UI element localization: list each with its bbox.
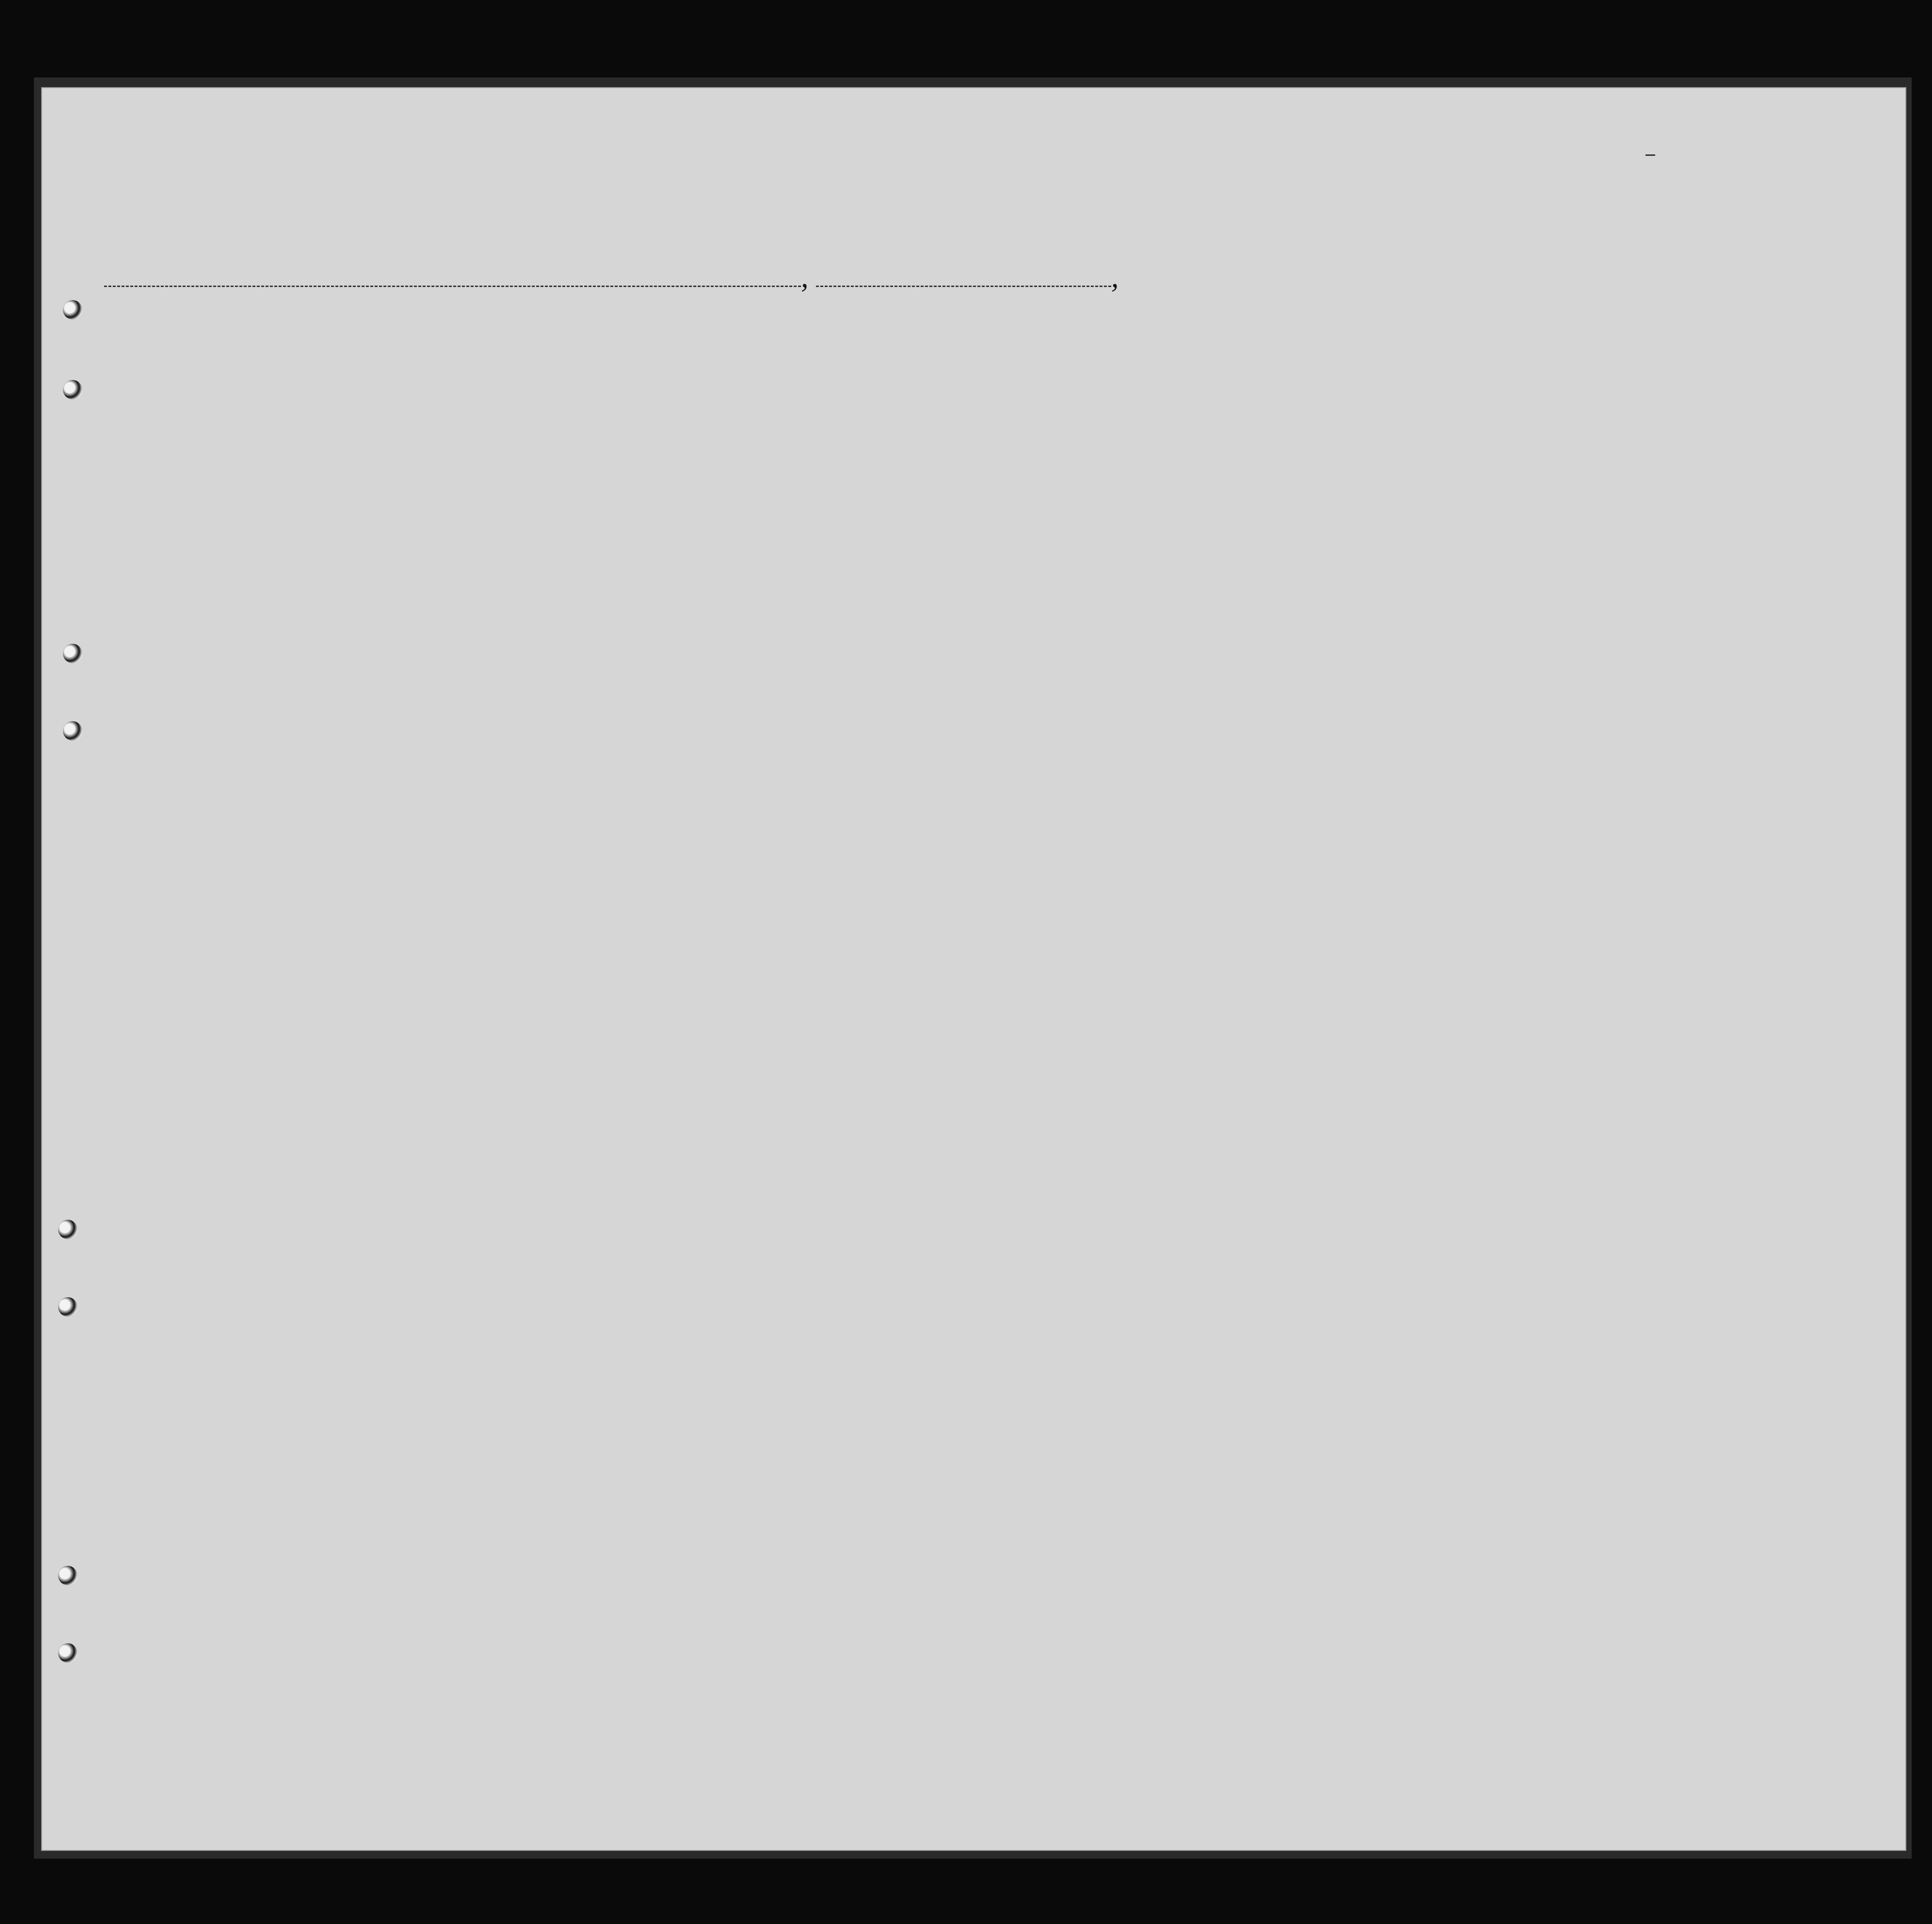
punch-hole [63,644,82,663]
header-purpose-return [1098,370,1136,486]
header-inches [1602,421,1624,484]
header-purpose-citizen [1212,370,1241,486]
header-ticket [564,361,590,489]
header-feet [1577,421,1599,484]
header-deported [1420,361,1457,489]
punch-hole [63,721,82,741]
header-overthrow [1331,361,1379,489]
punch-hole [63,300,82,319]
punch-hole [58,1220,77,1239]
header-purpose-length [1149,370,1178,486]
punch-hole [58,1643,77,1663]
punch-hole [58,1297,77,1317]
header-anarchist [1303,361,1328,489]
punch-hole [63,380,82,399]
arrival-line: , , [104,260,1119,295]
header-labor-offer [1382,361,1418,489]
header-polygamist [1280,361,1302,489]
punch-hole [58,1566,77,1585]
header-money [682,361,709,489]
header-prison [1244,361,1278,489]
